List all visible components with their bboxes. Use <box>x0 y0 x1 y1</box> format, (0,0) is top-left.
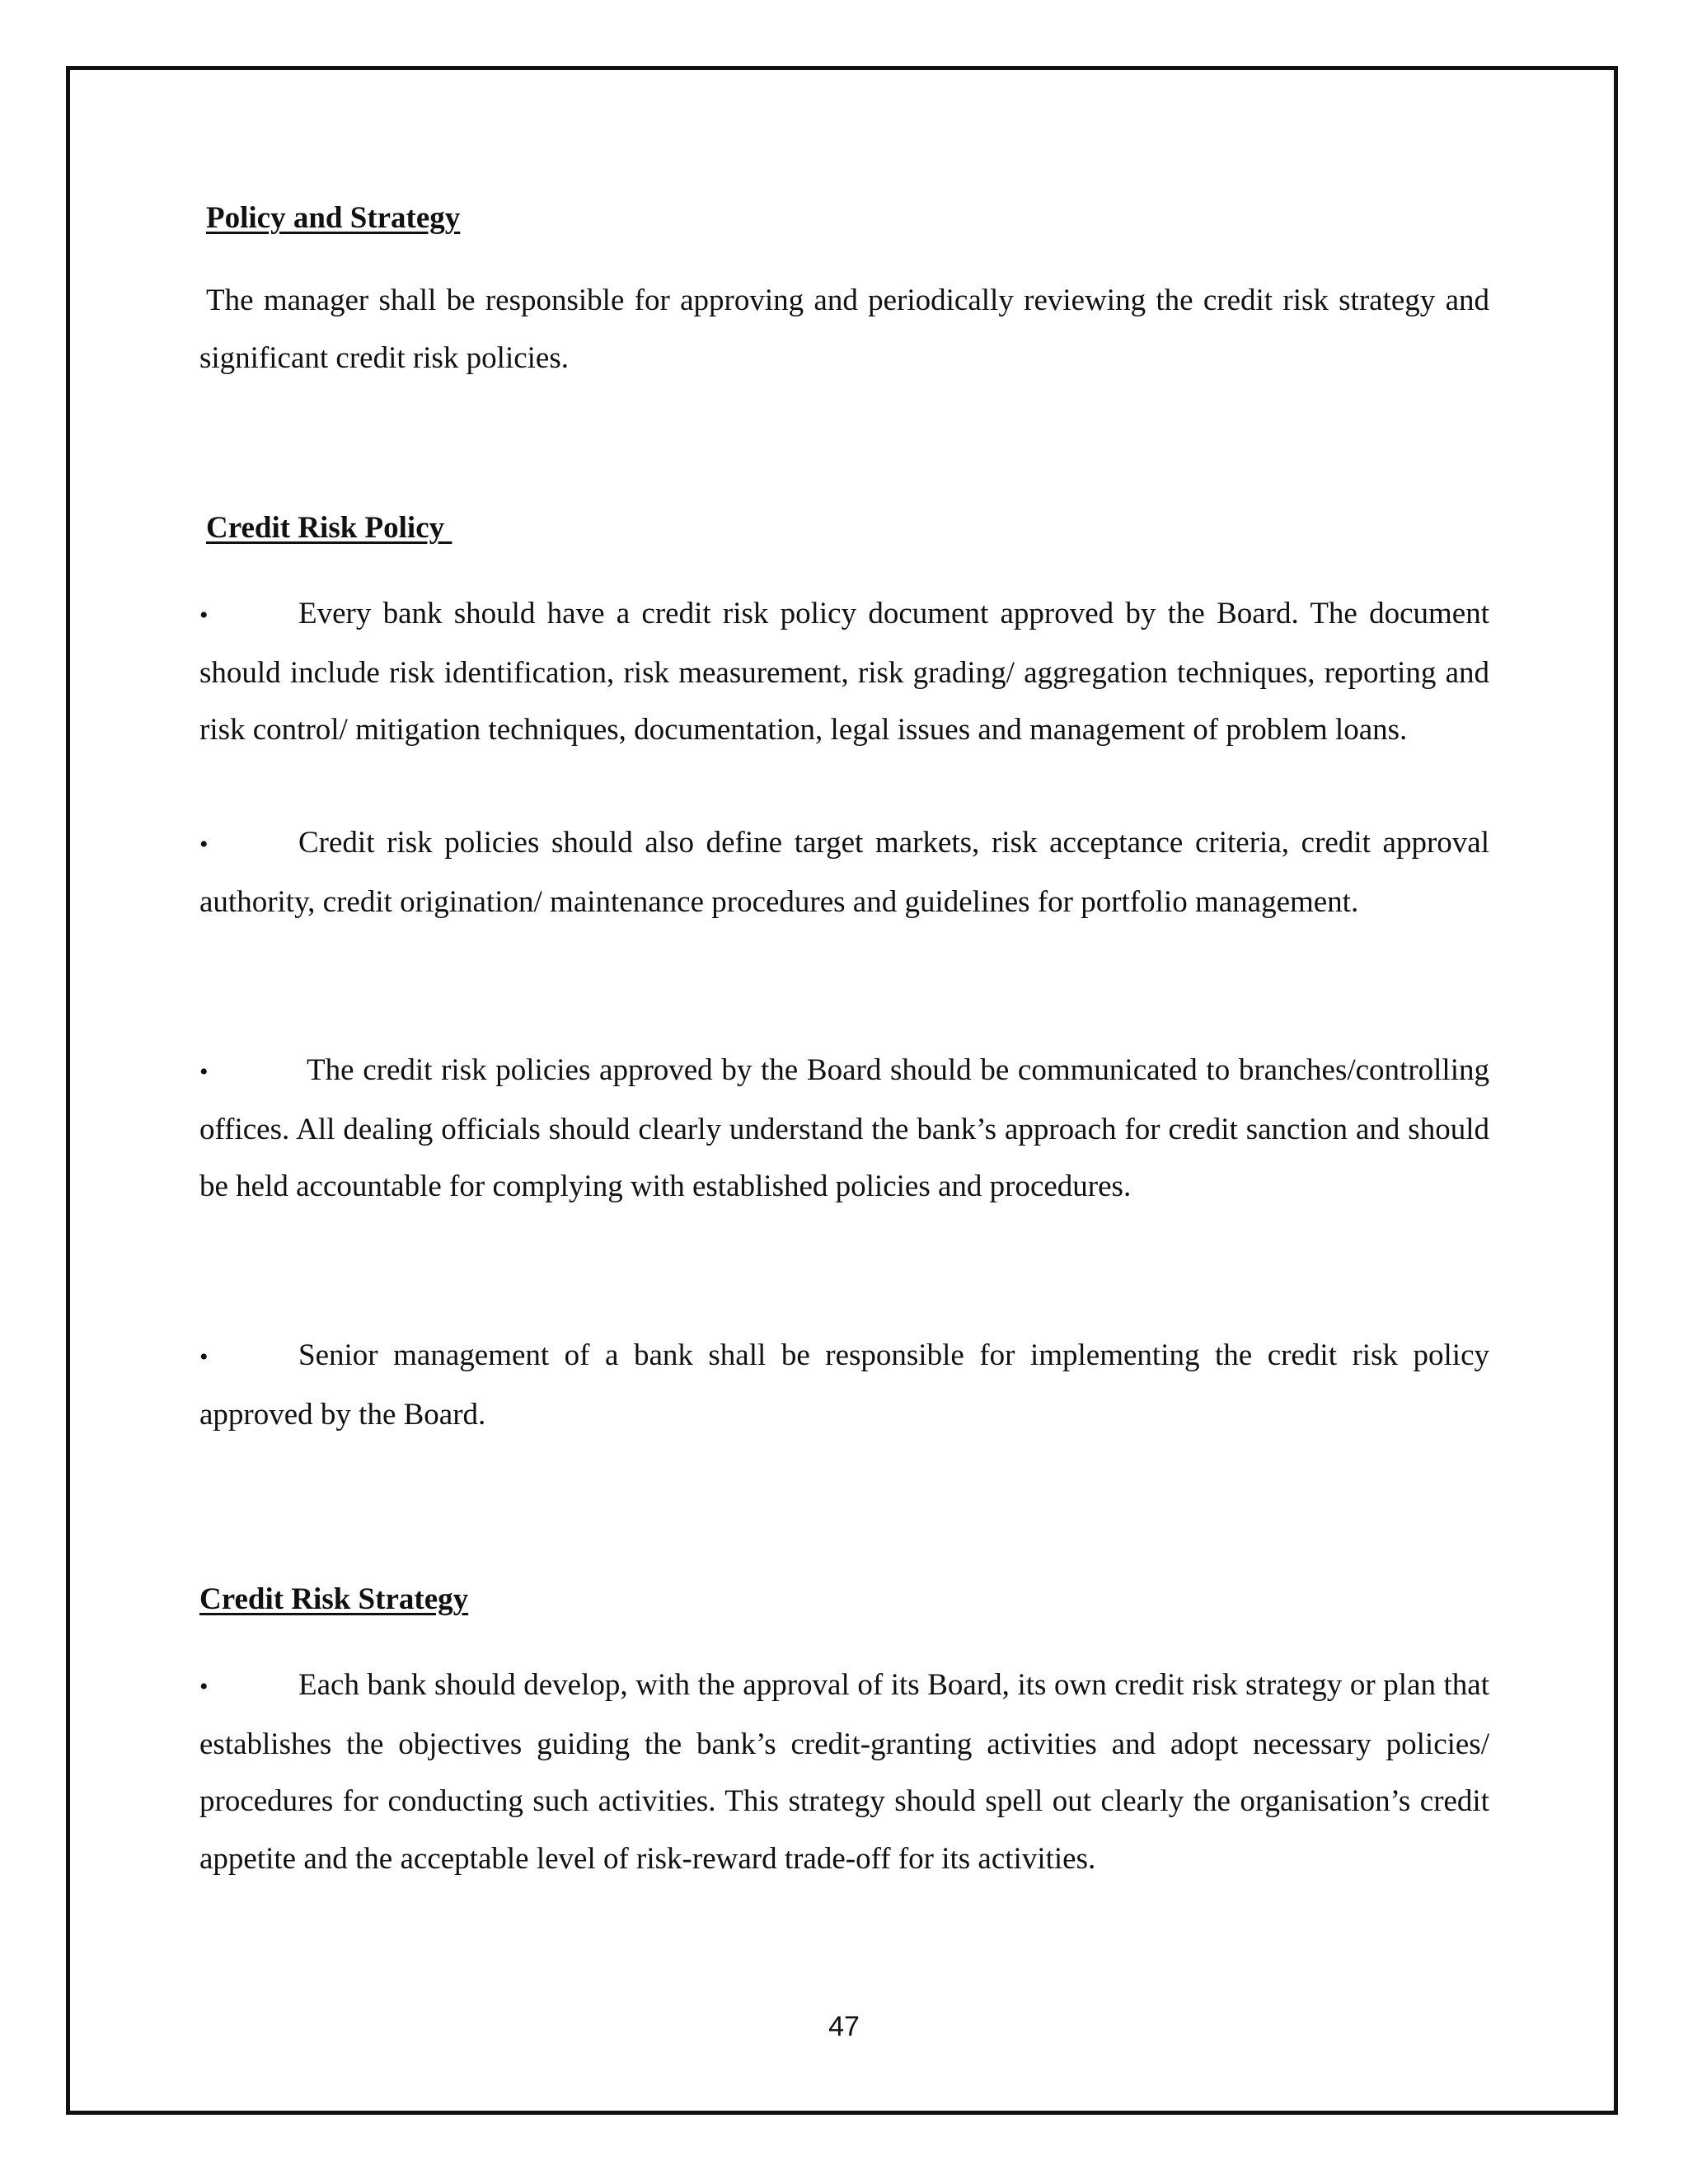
bullet-item-credit-risk-policy-4 <box>199 1327 1489 1443</box>
page-number: 47 <box>828 2011 860 2042</box>
bullet-icon: • <box>199 1058 209 1085</box>
bullet-text: Every bank should have a credit risk policy document approved by the Board. The document should include risk identification, risk measurement, risk grading/ aggregation techniques, reporting and risk control/ mitigation techniques, documentation, legal issues and management of problem loans. <box>199 597 1489 747</box>
heading-policy-and-strategy: Policy and Strategy <box>206 201 461 235</box>
bullet-text: Senior management of a bank shall be responsible for implementing the credit risk policy approved by the Board. <box>199 1338 1489 1432</box>
bullet-text: The credit risk policies approved by the Board should be communicated to branches/controlling offices. All dealing officials should clearly understand the bank’s approach for credit sanction and should be held accountable for complying with established policies and procedures. <box>199 1053 1489 1203</box>
bullet-text: Each bank should develop, with the approval of its Board, its own credit risk strategy or plan that establishes the objectives guiding the bank’s credit-granting activities and adopt necessary policies/ procedures for conducting such activities. This strategy should spell out clearly the organisation’s credit appetite and the acceptable level of risk-reward trade-off for its activities. <box>199 1668 1489 1876</box>
bullet-item-credit-risk-policy-1 <box>199 585 1489 759</box>
bullet-icon: • <box>199 1343 209 1371</box>
paragraph-policy-and-strategy: The manager shall be responsible for approving and periodically reviewing the credit risk strategy and significant credit risk policies. <box>199 284 1489 375</box>
bullet-icon: • <box>199 831 209 858</box>
heading-credit-risk-strategy: Credit Risk Strategy <box>199 1582 469 1616</box>
bullet-item-credit-risk-strategy-1 <box>199 1657 1489 1887</box>
bullet-icon: • <box>199 1673 209 1700</box>
bullet-icon: • <box>199 602 209 629</box>
bullet-item-credit-risk-policy-2 <box>199 814 1489 930</box>
bullet-item-credit-risk-policy-3 <box>199 1042 1489 1216</box>
bullet-text: Credit risk policies should also define target markets, risk acceptance criteria, credit approval authority, credit origination/ maintenance procedures and guidelines for portfolio management. <box>199 826 1489 919</box>
heading-credit-risk-policy: Credit Risk Policy <box>206 511 452 545</box>
